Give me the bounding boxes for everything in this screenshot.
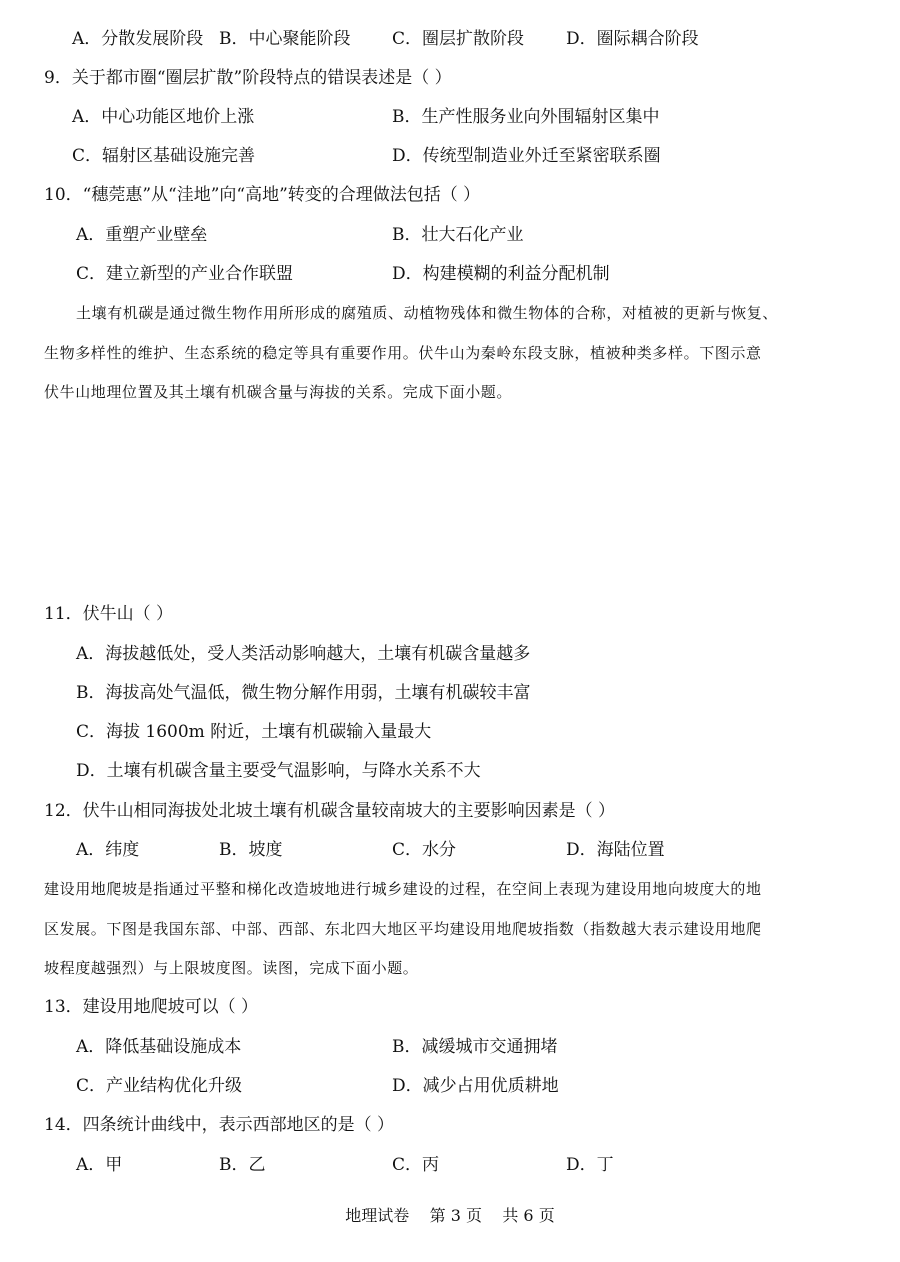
q14-option-b: B．乙 xyxy=(219,1155,266,1175)
q10-option-b: B．壮大石化产业 xyxy=(392,225,524,245)
q14-option-d: D．丁 xyxy=(566,1155,614,1175)
q13-option-c: C．产业结构优化升级 xyxy=(76,1076,243,1096)
q10-option-a: A．重塑产业壁垒 xyxy=(76,225,208,245)
page-footer: 地理试卷 第 3 页 共 6 页 xyxy=(345,1206,555,1225)
q14-option-a: A．甲 xyxy=(76,1155,123,1175)
passage2-line-3: 坡程度越强烈）与上限坡度图。读图，完成下面小题。 xyxy=(44,959,419,977)
q12-option-c: C．水分 xyxy=(392,840,457,860)
q13-option-d: D．减少占用优质耕地 xyxy=(392,1076,559,1096)
q11-option-c: C．海拔 1600m 附近，土壤有机碳输入量最大 xyxy=(76,722,432,742)
q12-option-b: B．坡度 xyxy=(219,840,283,860)
passage1-line-3: 伏牛山地理位置及其土壤有机碳含量与海拔的关系。完成下面小题。 xyxy=(44,383,513,401)
q13-option-a: A．降低基础设施成本 xyxy=(76,1037,242,1057)
q9-stem: 9．关于都市圈“圈层扩散”阶段特点的错误表述是（ ） xyxy=(44,68,452,88)
q8-option-d: D．圈际耦合阶段 xyxy=(566,29,699,49)
q8-option-b: B．中心聚能阶段 xyxy=(219,29,351,49)
q9-option-c: C．辐射区基础设施完善 xyxy=(72,146,256,166)
q8-option-c: C．圈层扩散阶段 xyxy=(392,29,525,49)
q14-stem: 14．四条统计曲线中，表示西部地区的是（ ） xyxy=(44,1115,395,1135)
passage1-line-2: 生物多样性的维护、生态系统的稳定等具有重要作用。伏牛山为秦岭东段支脉，植被种类多样。下图示意 xyxy=(44,344,762,362)
q13-option-b: B．减缓城市交通拥堵 xyxy=(392,1037,558,1057)
q10-option-c: C．建立新型的产业合作联盟 xyxy=(76,264,294,284)
q9-option-b: B．生产性服务业向外围辐射区集中 xyxy=(392,107,660,127)
passage1-line-1: 土壤有机碳是通过微生物作用所形成的腐殖质、动植物残体和微生物体的合称，对植被的更新与恢复、 xyxy=(76,304,779,322)
passage2-line-2: 区发展。下图是我国东部、中部、西部、东北四大地区平均建设用地爬坡指数（指数越大表示建设用地爬 xyxy=(44,920,762,938)
q12-option-d: D．海陆位置 xyxy=(566,840,665,860)
passage2-line-1: 建设用地爬坡是指通过平整和梯化改造坡地进行城乡建设的过程，在空间上表现为建设用地向坡度大的地 xyxy=(44,880,762,898)
q11-option-d: D．土壤有机碳含量主要受气温影响，与降水关系不大 xyxy=(76,761,481,781)
q14-option-c: C．丙 xyxy=(392,1155,440,1175)
q10-stem: 10．“穗莞惠”从“洼地”向“高地”转变的合理做法包括（ ） xyxy=(44,185,481,205)
q11-option-b: B．海拔高处气温低，微生物分解作用弱，土壤有机碳较丰富 xyxy=(76,683,531,703)
q11-stem: 11．伏牛山（ ） xyxy=(44,604,174,624)
q12-option-a: A．纬度 xyxy=(76,840,140,860)
q12-stem: 12．伏牛山相同海拔处北坡土壤有机碳含量较南坡大的主要影响因素是（ ） xyxy=(44,801,616,821)
q10-option-d: D．构建模糊的利益分配机制 xyxy=(392,264,610,284)
q11-option-a: A．海拔越低处，受人类活动影响越大，土壤有机碳含量越多 xyxy=(76,644,531,664)
q13-stem: 13．建设用地爬坡可以（ ） xyxy=(44,997,259,1017)
q9-option-a: A．中心功能区地价上涨 xyxy=(72,107,255,127)
q8-option-a: A．分散发展阶段 xyxy=(72,29,204,49)
q9-option-d: D．传统型制造业外迁至紧密联系圈 xyxy=(392,146,661,166)
